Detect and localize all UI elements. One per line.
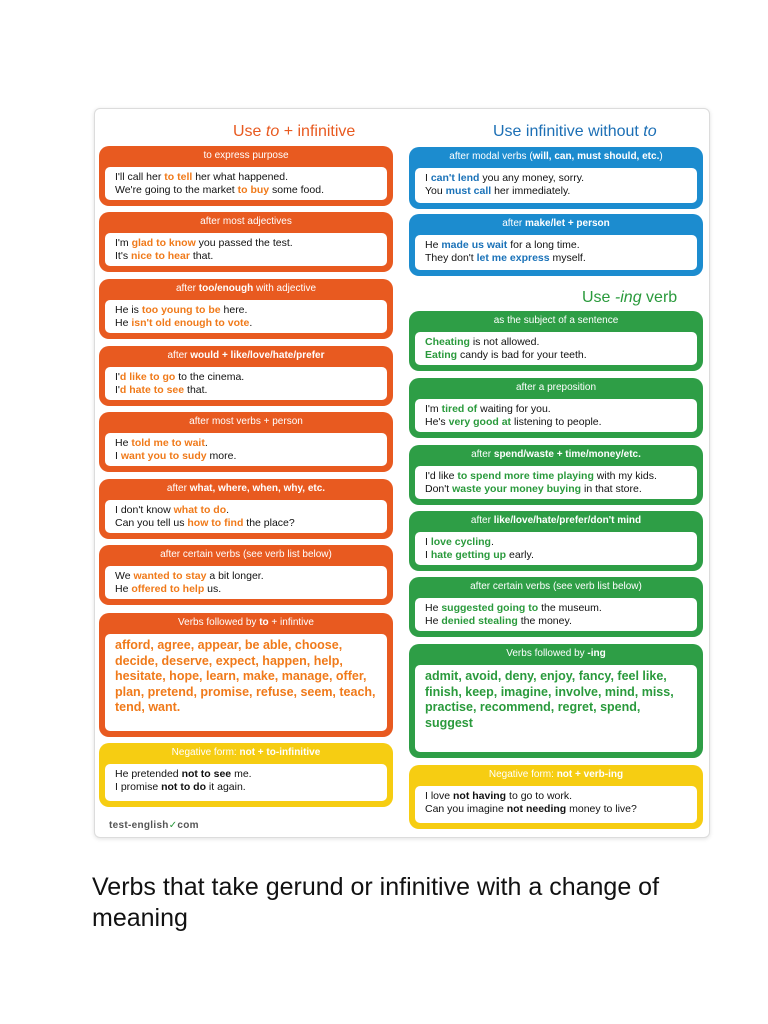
header-text: ) (659, 151, 663, 162)
right-verbs-box-header (409, 647, 703, 660)
highlight-text: can't lend (430, 172, 480, 184)
example-sentence (425, 803, 687, 816)
left-rule-box-4 (99, 346, 393, 406)
right-verbs-box (409, 644, 703, 758)
highlight-text: love cycling (430, 536, 491, 548)
example-sentence (425, 239, 687, 252)
left-negative-box-examples (105, 764, 387, 801)
left-rule-box-2-examples (105, 233, 387, 266)
example-sentence (425, 602, 687, 615)
plain-text: early. (506, 549, 534, 561)
example-sentence (115, 171, 377, 184)
plain-text: a bit longer. (206, 570, 264, 582)
plain-text: I (425, 172, 431, 184)
blue-rule-box-1 (409, 147, 703, 209)
left-rule-box-7 (99, 545, 393, 605)
example-sentence (115, 237, 377, 250)
highlight-text: want you to sudy (120, 450, 207, 462)
highlight-text: suggested going to (441, 602, 539, 614)
header-text: after a preposition (515, 382, 597, 393)
plain-text: I love (425, 790, 454, 802)
test-english-logo: test-english✓com (109, 820, 199, 831)
highlight-text: nice to hear (131, 250, 190, 262)
header-text: after (471, 449, 494, 460)
plain-text: We're going to the market (115, 184, 238, 196)
plain-text: to go to work. (506, 790, 573, 802)
example-sentence (425, 336, 687, 349)
plain-text: some food. (269, 184, 324, 196)
header-text: to (259, 617, 269, 628)
header-text: after (470, 515, 494, 526)
plain-text: waiting for you. (477, 403, 551, 415)
green-rule-box-2-examples (415, 399, 697, 432)
plain-text: I (425, 536, 431, 548)
highlight-text: offered to help (131, 583, 205, 595)
blue-rule-box-1-header (409, 150, 703, 163)
highlight-text: Eating (425, 349, 458, 361)
green-rule-box-3-examples (415, 466, 697, 499)
highlight-text: Cheating (425, 336, 470, 348)
right-negative-box-header (409, 768, 703, 781)
example-sentence (115, 768, 377, 781)
plain-text: I' (115, 384, 120, 396)
plain-text: . (249, 317, 253, 329)
plain-text: . (490, 536, 494, 548)
plain-text: I'll call her (115, 171, 165, 183)
plain-text: He (115, 317, 132, 329)
green-rule-box-5 (409, 577, 703, 637)
plain-text: to the cinema. (175, 371, 245, 383)
left-rule-box-3-examples (105, 300, 387, 333)
header-text: Verbs followed by (178, 617, 260, 628)
plain-text: He (425, 615, 442, 627)
left-rule-box-7-header (99, 548, 393, 561)
example-sentence (115, 250, 377, 263)
left-rule-box-6-header (99, 482, 393, 495)
header-text: after (167, 350, 191, 361)
plain-text: Don't (425, 483, 453, 495)
header-text: Negative form: (171, 747, 240, 758)
header-text: after (166, 483, 190, 494)
plain-text: in that store. (581, 483, 642, 495)
plain-text: He is (115, 304, 142, 316)
header-text: not + verb-ing (556, 769, 624, 780)
header-text: make/let + person (525, 218, 610, 229)
right-top-heading: Use infinitive without to (493, 123, 657, 140)
highlight-text: must call (445, 185, 492, 197)
left-rule-box-4-header (99, 349, 393, 362)
plain-text: He's (425, 416, 449, 428)
green-rule-box-3-header (409, 448, 703, 461)
header-text: after (175, 283, 199, 294)
plain-text: I don't know (115, 504, 174, 516)
highlight-text: to buy (237, 184, 270, 196)
plain-text: Can you tell us (115, 517, 188, 529)
plain-text: We (115, 570, 134, 582)
example-sentence (425, 549, 687, 562)
plain-text: me. (231, 768, 252, 780)
example-sentence (115, 450, 377, 463)
highlight-text: isn't old enough to vote (131, 317, 250, 329)
left-rule-box-6-examples (105, 500, 387, 533)
header-text: after modal verbs ( (449, 151, 533, 162)
example-sentence (425, 403, 687, 416)
plain-text: He pretended (115, 768, 182, 780)
highlight-text: told me to wait (131, 437, 205, 449)
example-sentence (115, 781, 377, 794)
plain-text: the place? (243, 517, 295, 529)
blue-rule-box-2-examples (415, 235, 697, 270)
left-verbs-box (99, 613, 393, 737)
green-rule-box-4-examples (415, 532, 697, 565)
header-text: Negative form: (488, 769, 557, 780)
header-text: after (502, 218, 526, 229)
example-sentence (425, 349, 687, 362)
plain-text: He (425, 239, 442, 251)
example-sentence (115, 184, 377, 197)
left-rule-box-5-header (99, 415, 393, 428)
highlight-text: d hate to see (119, 384, 185, 396)
left-rule-box-4-examples (105, 367, 387, 400)
highlight-text: not to do (161, 781, 207, 793)
plain-text: It's (115, 250, 132, 262)
green-rule-box-1-header (409, 314, 703, 327)
header-text: after certain verbs (see verb list below) (470, 581, 642, 592)
page-caption: Verbs that take gerund or infinitive with a change of meaning (92, 873, 660, 932)
left-verbs-box-header (99, 616, 393, 629)
highlight-text: how to find (187, 517, 244, 529)
example-sentence (425, 483, 687, 496)
left-rule-box-1 (99, 146, 393, 206)
example-sentence (115, 570, 377, 583)
plain-text: I' (115, 371, 120, 383)
example-sentence (425, 172, 687, 185)
plain-text: that. (189, 250, 214, 262)
left-rule-box-6 (99, 479, 393, 539)
green-rule-box-5-examples (415, 598, 697, 631)
left-verbs-box-examples (105, 634, 387, 731)
plain-text: with my kids. (593, 470, 657, 482)
left-rule-box-5 (99, 412, 393, 472)
plain-text: it again. (206, 781, 246, 793)
example-sentence (115, 371, 377, 384)
left-negative-box (99, 743, 393, 807)
plain-text: I'd like (425, 470, 458, 482)
highlight-text: to tell (164, 171, 193, 183)
plain-text: He (115, 583, 132, 595)
verb-list: admit, avoid, deny, enjoy, fancy, feel like, finish, keep, imagine, involve, mind, miss, practise, recommend, regret, spend, suggest (425, 669, 674, 730)
plain-text: I'm (115, 237, 132, 249)
header-text: after certain verbs (see verb list below) (160, 549, 332, 560)
left-negative-box-header (99, 746, 393, 759)
left-rule-box-7-examples (105, 566, 387, 599)
green-rule-box-4-header (409, 514, 703, 527)
example-sentence (115, 517, 377, 530)
header-text: as the subject of a sentence (493, 315, 619, 326)
plain-text: He (425, 602, 442, 614)
green-rule-box-3 (409, 445, 703, 505)
plain-text: . (226, 504, 230, 516)
plain-text: the money. (517, 615, 572, 627)
highlight-text: to spend more time playing (457, 470, 594, 482)
green-rule-box-2-header (409, 381, 703, 394)
blue-rule-box-2 (409, 214, 703, 276)
example-sentence (115, 384, 377, 397)
plain-text: here. (220, 304, 248, 316)
left-rule-box-2-header (99, 215, 393, 228)
plain-text: you any money, sorry. (479, 172, 585, 184)
plain-text: for a long time. (507, 239, 580, 251)
header-text: to express purpose (203, 150, 289, 161)
example-sentence (425, 470, 687, 483)
header-text: -ing (587, 648, 606, 659)
check-icon: ✓ (168, 820, 178, 831)
right-mid-heading: Use -ing verb (582, 289, 678, 306)
right-negative-box (409, 765, 703, 829)
plain-text: . (204, 437, 208, 449)
example-sentence (425, 615, 687, 628)
example-sentence (115, 317, 377, 330)
plain-text: is not allowed. (469, 336, 540, 348)
plain-text: money to live? (566, 803, 637, 815)
plain-text: listening to people. (511, 416, 602, 428)
left-rule-box-3 (99, 279, 393, 339)
header-text: with adjective (253, 283, 317, 294)
plain-text: I promise (115, 781, 162, 793)
example-sentence (115, 304, 377, 317)
highlight-text: very good at (448, 416, 512, 428)
example-sentence (115, 504, 377, 517)
blue-rule-box-2-header (409, 217, 703, 230)
highlight-text: not to see (181, 768, 232, 780)
plain-text: you passed the test. (195, 237, 293, 249)
right-negative-box-examples (415, 786, 697, 823)
header-text: what, where, when, why, etc. (189, 483, 326, 494)
header-text: spend/waste + time/money/etc. (493, 449, 641, 460)
example-sentence (425, 252, 687, 265)
header-text: too/enough (198, 283, 254, 294)
example-sentence (425, 416, 687, 429)
highlight-text: tired of (441, 403, 478, 415)
header-text: after most verbs + person (189, 416, 303, 427)
plain-text: candy is bad for your teeth. (457, 349, 587, 361)
plain-text: You (425, 185, 446, 197)
green-rule-box-5-header (409, 580, 703, 593)
highlight-text: denied stealing (441, 615, 518, 627)
highlight-text: d like to go (119, 371, 176, 383)
plain-text: her what happened. (192, 171, 289, 183)
example-sentence (115, 437, 377, 450)
highlight-text: hate getting up (430, 549, 507, 561)
left-rule-box-1-examples (105, 167, 387, 200)
plain-text: myself. (549, 252, 586, 264)
highlight-text: wanted to stay (133, 570, 207, 582)
green-rule-box-1-examples (415, 332, 697, 365)
left-rule-box-3-header (99, 282, 393, 295)
plain-text: her immediately. (491, 185, 571, 197)
green-rule-box-2 (409, 378, 703, 438)
plain-text: They don't (425, 252, 477, 264)
left-heading: Use to + infinitive (233, 123, 356, 140)
plain-text: I (115, 450, 121, 462)
plain-text: Can you imagine (425, 803, 507, 815)
highlight-text: let me express (476, 252, 550, 264)
plain-text: the museum. (538, 602, 602, 614)
left-rule-box-1-header (99, 149, 393, 162)
highlight-text: waste your money buying (452, 483, 582, 495)
highlight-text: too young to be (141, 304, 221, 316)
highlight-text: not needing (506, 803, 567, 815)
left-rule-box-5-examples (105, 433, 387, 466)
header-text: will, can, must should, etc. (532, 151, 660, 162)
green-rule-box-1 (409, 311, 703, 371)
header-text: would + like/love/hate/prefer (190, 350, 325, 361)
header-text: + infintive (268, 617, 314, 628)
example-sentence (115, 583, 377, 596)
plain-text: He (115, 437, 132, 449)
plain-text: more. (206, 450, 237, 462)
header-text: after most adjectives (200, 216, 292, 227)
example-sentence (425, 185, 687, 198)
header-text: not + to-infinitive (239, 747, 321, 758)
plain-text: I'm (425, 403, 442, 415)
plain-text: I (425, 549, 431, 561)
green-rule-box-4 (409, 511, 703, 571)
highlight-text: glad to know (131, 237, 196, 249)
highlight-text: not having (453, 790, 507, 802)
plain-text: us. (204, 583, 222, 595)
left-rule-box-2 (99, 212, 393, 272)
example-sentence (425, 536, 687, 549)
example-sentence (425, 790, 687, 803)
plain-text: that. (184, 384, 208, 396)
header-text: like/love/hate/prefer/don't mind (493, 515, 642, 526)
grammar-chart (94, 108, 710, 838)
right-verbs-box-examples (415, 665, 697, 752)
blue-rule-box-1-examples (415, 168, 697, 203)
highlight-text: what to do (173, 504, 227, 516)
header-text: Verbs followed by (506, 648, 588, 659)
verb-list: afford, agree, appear, be able, choose, decide, deserve, expect, happen, help, hesitate, hope, learn, make, manage, offer, plan, pretend, promise, refuse, seem, teach, tend, want. (115, 638, 376, 714)
highlight-text: made us wait (441, 239, 508, 251)
